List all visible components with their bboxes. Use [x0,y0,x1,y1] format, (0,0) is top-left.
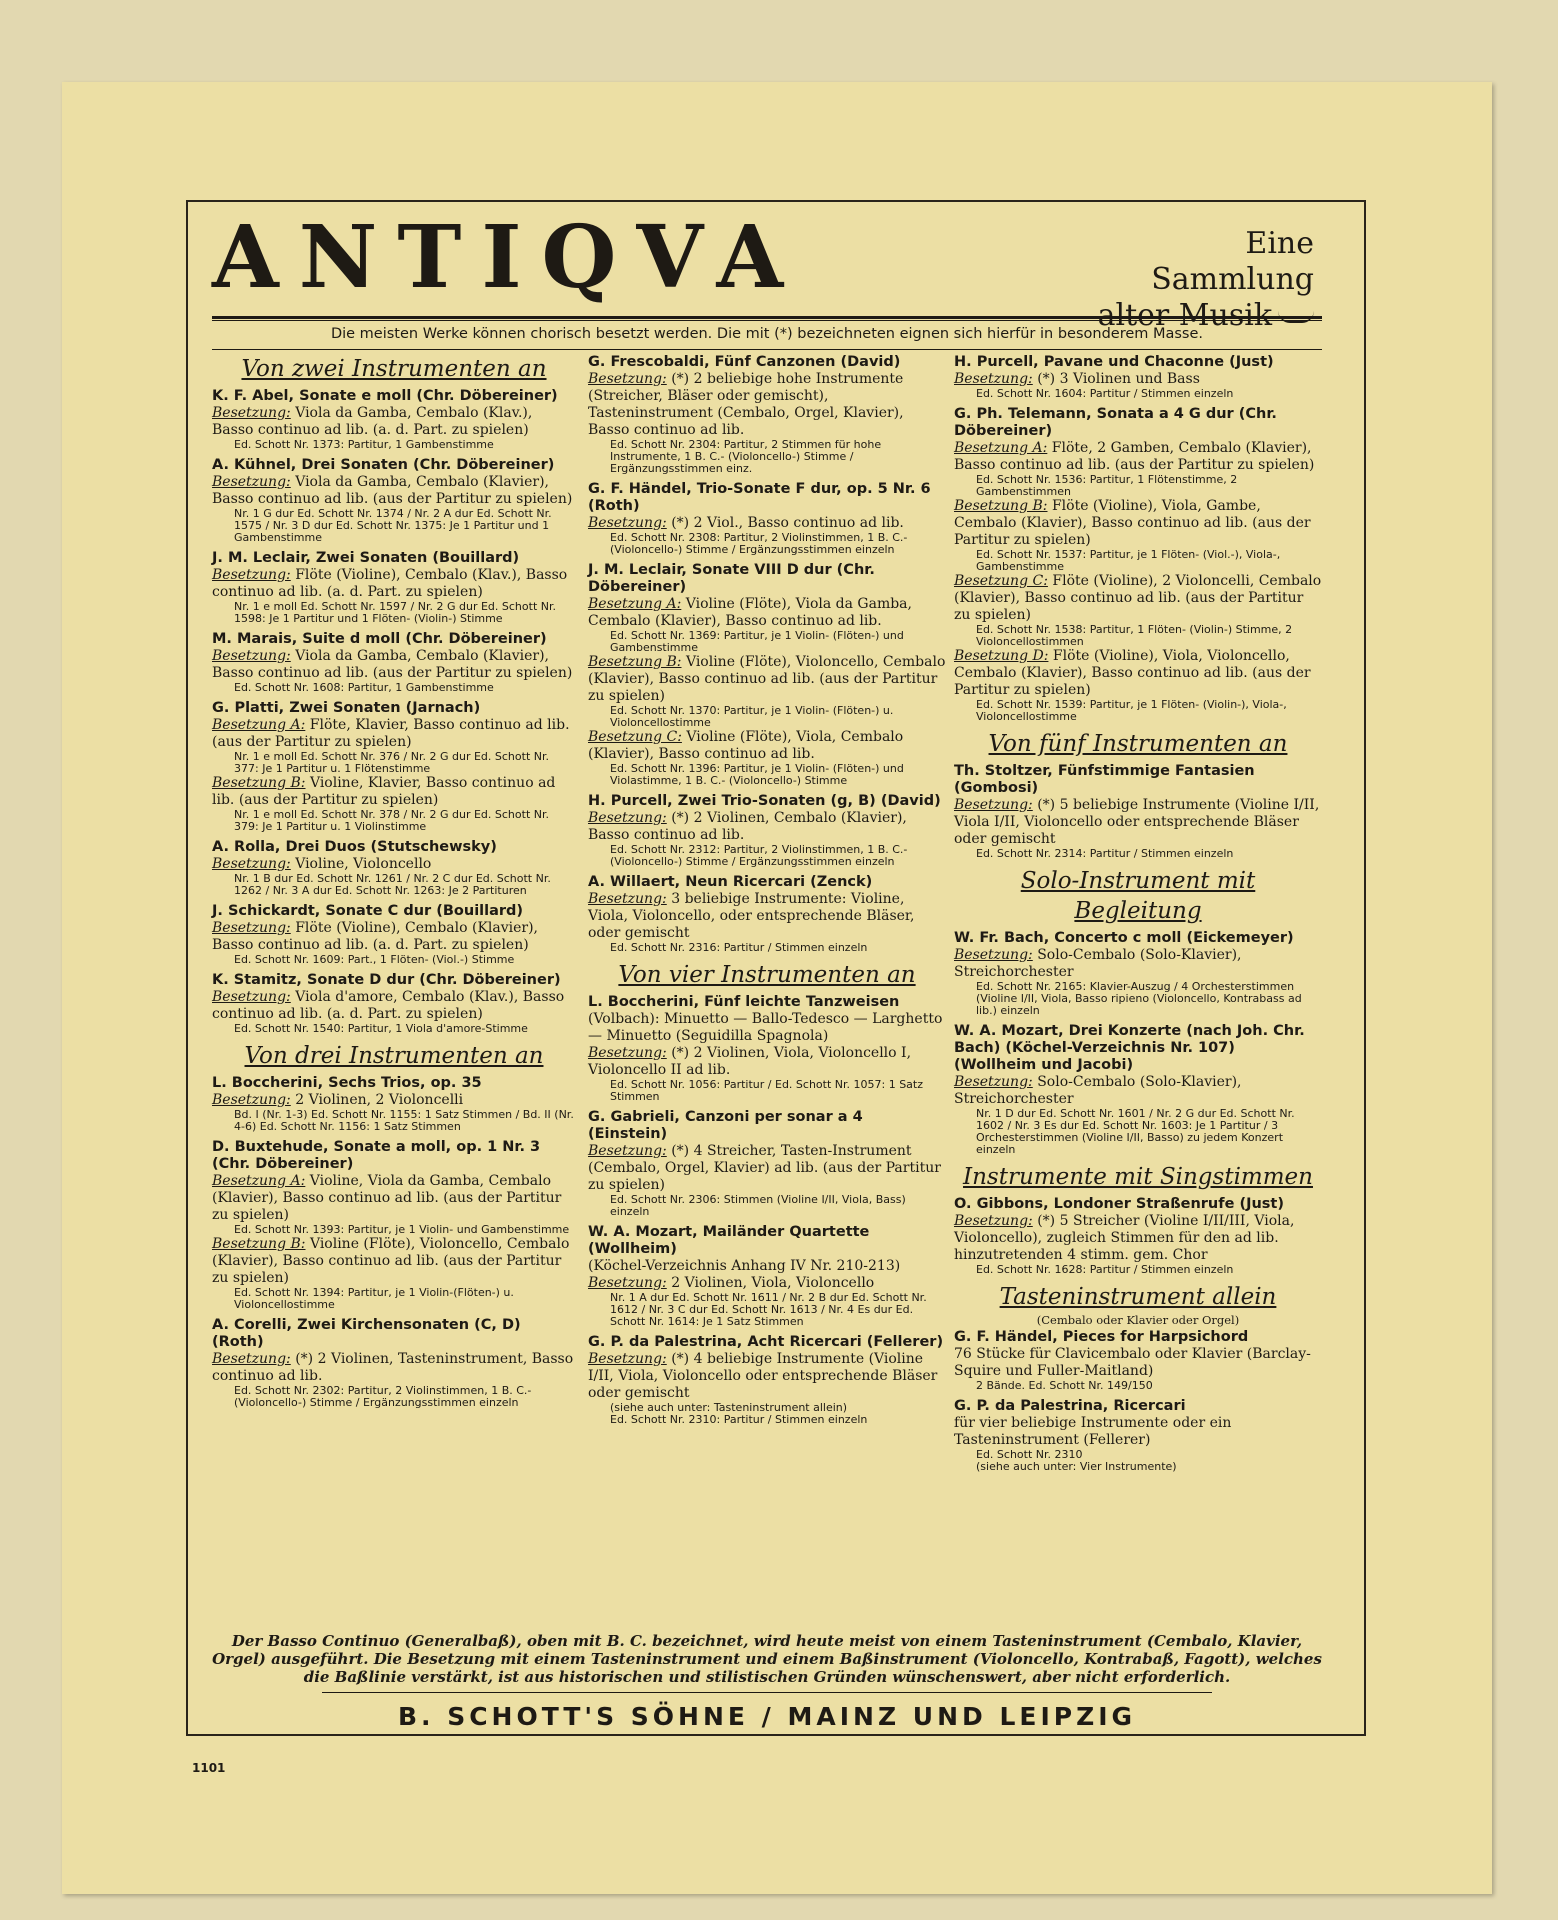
scoring-label: Besetzung: [588,1045,667,1061]
entry-scoring [954,573,1322,624]
cross-reference-note: (siehe auch unter: Tasteninstrument allein) [610,1401,848,1414]
section-title: Von fünf Instrumenten an [988,731,1288,757]
entry-description: (Köchel-Verzeichnis Anhang IV Nr. 210-213) [588,1258,901,1274]
entry-scoring [212,1236,576,1287]
scoring-text: Solo-Cembalo (Solo-Klavier), Streichorchester [954,947,1242,980]
entry-heading: A. Kühnel, Drei Sonaten (Chr. Döbereiner) [212,457,555,473]
edition-info: Ed. Schott Nr. 1538: Partitur, 1 Flöten- (Violin-) Stimme, 2 Violoncellostimmen [976,623,1293,648]
entry-scoring [588,1143,946,1194]
scoring-label: Besetzung D: [954,648,1049,664]
catalog-entry [588,562,946,787]
scoring-text: Viola da Gamba, Cembalo (Klavier), Basso continuo ad lib. (aus der Partitur zu spielen) [212,474,573,507]
scoring-text: (*) 3 Violinen und Bass [1037,371,1200,387]
edition-info: Ed. Schott Nr. 2310: Partitur / Stimmen einzeln [610,1413,868,1426]
scoring-text: Flöte (Violine), 2 Violoncelli, Cembalo (Klavier), Basso continuo ad lib. (aus der Partitur zu spielen) [954,573,1322,623]
scoring-label: Besetzung: [212,1092,291,1108]
scoring-text: (*) 2 Violinen, Tasteninstrument, Basso continuo ad lib. [212,1351,574,1384]
edition-info: Ed. Schott Nr. 1539: Partitur, je 1 Flöten- (Violin-), Viola-, Violoncellostimme [976,698,1287,723]
catalog-entry [588,354,946,475]
catalog-entry [588,793,946,868]
edition-info: Nr. 1 A dur Ed. Schott Nr. 1611 / Nr. 2 B dur Ed. Schott Nr. 1612 / Nr. 3 C dur Ed. Schott Nr. 1613 / Nr. 4 Es dur Ed. Schott Nr. 1614: Je 1 Satz Stimmen [610,1291,927,1328]
section-subtitle: (Cembalo oder Klavier oder Orgel) [1036,1313,1240,1327]
catalog-entry [212,1075,576,1133]
entry-description: (Volbach): Minuetto — Ballo-Tedesco — Larghetto — Minuetto (Seguidilla Spagnola) [588,1011,943,1044]
entry-heading: W. A. Mozart, Drei Konzerte (nach Joh. Chr. Bach) (Köchel-Verzeichnis Nr. 107) (Wollheim und Jacobi) [954,1023,1305,1073]
scoring-text: 2 Violinen, Viola, Violoncello [671,1275,875,1291]
scoring-label: Besetzung A: [588,596,682,612]
entry-scoring [212,1173,576,1224]
entry-scoring [212,717,576,751]
entry-scoring [212,474,576,508]
section-heading [954,866,1322,926]
entry-scoring [588,729,946,763]
edition-info: Ed. Schott Nr. 2312: Partitur, 2 Violinstimmen, 1 B. C.- (Violoncello-) Stimme / Ergänzungsstimmen einzeln [610,843,908,868]
edition-info: Ed. Schott Nr. 1394: Partitur, je 1 Violin-(Flöten-) u. Violoncellostimme [234,1286,514,1311]
publisher-rule [322,1692,1212,1693]
page-number: 1101 [192,1761,226,1775]
entry-heading: G. P. da Palestrina, Ricercari [954,1398,1186,1414]
entry-heading: A. Rolla, Drei Duos (Stutschewsky) [212,839,497,855]
scoring-text: (*) 5 beliebige Instrumente (Violine I/II, Viola I/II, Violoncello oder entsprechende Bläser oder gemischt [954,797,1320,847]
entry-scoring [954,498,1322,549]
scoring-label: Besetzung B: [212,775,306,791]
entry-heading: G. P. da Palestrina, Acht Ricercari (Fellerer) [588,1334,944,1350]
entry-heading: H. Purcell, Pavane und Chaconne (Just) [954,354,1274,370]
scoring-text: (*) 2 Violinen, Cembalo (Klavier), Basso continuo ad lib. [588,810,907,843]
scoring-text: Violine (Flöte), Violoncello, Cembalo (Klavier), Basso continuo ad lib. (aus der Partitur zu spielen) [588,654,946,704]
scoring-label: Besetzung A: [954,440,1048,456]
entry-heading: A. Willaert, Neun Ricercari (Zenck) [588,874,873,890]
edition-info: Ed. Schott Nr. 1537: Partitur, je 1 Flöten- (Viol.-), Viola-, Gambenstimme [976,548,1281,573]
catalog-entry [212,903,576,966]
intro-text: Die meisten Werke können chorisch besetzt werden. Die mit (*) bezeichneten eignen sich hierfür in besonderem Masse. [330,326,1204,342]
catalog-entry [954,406,1322,723]
catalog-entry [588,1224,946,1328]
scoring-text: Violine, Klavier, Basso continuo ad lib. (aus der Partitur zu spielen) [212,775,556,808]
edition-info: Ed. Schott Nr. 2314: Partitur / Stimmen einzeln [976,847,1234,860]
entry-scoring [212,567,576,601]
catalog-entry [212,457,576,544]
section-title: Instrumente mit Singstimmen [963,1164,1313,1190]
entry-scoring [954,371,1322,388]
catalog-entry [588,994,946,1103]
intro-rule [212,349,1322,350]
section-heading [212,1041,576,1071]
scoring-label: Besetzung: [588,515,667,531]
catalog-entry [954,930,1322,1017]
entry-heading: G. Frescobaldi, Fünf Canzonen (David) [588,354,901,370]
edition-info: Ed. Schott Nr. 2310 [976,1448,1083,1461]
scoring-label: Besetzung: [954,947,1033,963]
section-title: Von zwei Instrumenten an [241,356,547,382]
scoring-label: Besetzung: [212,856,291,872]
scoring-text: (*) 2 Viol., Basso continuo ad lib. [671,515,904,531]
entry-scoring [954,1074,1322,1108]
subtitle-line-1: Eine Sammlung [1151,226,1314,297]
entry-scoring [212,1351,576,1385]
catalog-entry [954,1329,1322,1392]
scoring-label: Besetzung: [588,371,667,387]
scoring-text: Violine, Violoncello [295,856,432,872]
entry-heading: L. Boccherini, Sechs Trios, op. 35 [212,1075,482,1091]
entry-heading: J. M. Leclair, Zwei Sonaten (Bouillard) [212,550,520,566]
publisher-line: B. SCHOTT'S SÖHNE / MAINZ UND LEIPZIG [397,1702,1137,1731]
scoring-label: Besetzung A: [212,1173,306,1189]
scoring-text: Viola da Gamba, Cembalo (Klavier), Basso continuo ad lib. (aus der Partitur zu spielen) [212,648,573,681]
scoring-label: Besetzung: [212,920,291,936]
scoring-text: Violine (Flöte), Violoncello, Cembalo (Klavier), Basso continuo ad lib. (aus der Partitur zu spielen) [212,1236,570,1286]
entry-scoring [212,989,576,1023]
section-heading [588,960,946,990]
edition-info: Ed. Schott Nr. 2304: Partitur, 2 Stimmen für hohe Instrumente, 1 B. C.- (Violoncello-) Stimme / Ergänzungsstimmen einz. [610,438,882,475]
scoring-label: Besetzung: [588,891,667,907]
entry-scoring [588,891,946,942]
edition-info: Ed. Schott Nr. 1373: Partitur, 1 Gambenstimme [234,438,494,451]
scoring-label: Besetzung: [954,1213,1033,1229]
entry-scoring [212,775,576,809]
edition-info: Ed. Schott Nr. 1536: Partitur, 1 Flötenstimme, 2 Gambenstimmen [976,473,1238,498]
catalog-entry [212,1317,576,1409]
edition-info: Ed. Schott Nr. 1396: Partitur, je 1 Violin- (Flöten-) und Violastimme, 1 B. C.- (Violoncello-) Stimme [610,762,904,787]
catalog-entry [212,839,576,897]
entry-description: 76 Stücke für Clavicembalo oder Klavier (Barclay-Squire und Fuller-Maitland) [954,1346,1311,1379]
entry-heading: H. Purcell, Zwei Trio-Sonaten (g, B) (David) [588,793,941,809]
catalog-entry [954,1023,1322,1156]
edition-info: Ed. Schott Nr. 1628: Partitur / Stimmen einzeln [976,1263,1234,1276]
entry-scoring [954,947,1322,981]
catalog-entry [588,1334,946,1426]
edition-info: Ed. Schott Nr. 2306: Stimmen (Violine I/II, Viola, Bass) einzeln [610,1193,906,1218]
entry-heading: D. Buxtehude, Sonate a moll, op. 1 Nr. 3 (Chr. Döbereiner) [212,1139,541,1172]
scoring-label: Besetzung B: [212,1236,306,1252]
edition-info: Nr. 1 e moll Ed. Schott Nr. 1597 / Nr. 2 G dur Ed. Schott Nr. 1598: Je 1 Partitur und 1 Flöten- (Violin-) Stimme [234,600,556,625]
entry-heading: W. A. Mozart, Mailänder Quartette (Wollheim) [588,1224,870,1257]
entry-scoring [588,371,946,439]
catalog-entry [212,1139,576,1311]
section-heading [954,1162,1322,1192]
catalog-entry [212,388,576,451]
entry-heading: M. Marais, Suite d moll (Chr. Döbereiner) [212,631,547,647]
subtitle-line-2: alter Musik [1097,298,1272,333]
scoring-label: Besetzung: [954,797,1033,813]
scoring-text: Flöte (Violine), Viola, Violoncello, Cembalo (Klavier), Basso continuo ad lib. (aus der Partitur zu spielen) [954,648,1311,698]
entry-scoring [212,1092,576,1109]
section-title: Von drei Instrumenten an [244,1043,544,1069]
catalog-entry [212,631,576,694]
entry-scoring [588,1351,946,1402]
scoring-text: Violine (Flöte), Viola da Gamba, Cembalo (Klavier), Basso continuo ad lib. [588,596,912,629]
scoring-label: Besetzung: [212,474,291,490]
section-title: Solo-Instrument mit Begleitung [1020,868,1256,924]
edition-info: Ed. Schott Nr. 2316: Partitur / Stimmen einzeln [610,941,868,954]
scoring-text: 3 beliebige Instrumente: Violine, Viola, Violoncello, oder entsprechende Bläser, oder gemischt [588,891,915,941]
column-3 [954,354,1322,1479]
edition-info: Ed. Schott Nr. 1393: Partitur, je 1 Violin- und Gambenstimme [234,1223,570,1236]
edition-info: Ed. Schott Nr. 1369: Partitur, je 1 Violin- (Flöten-) und Gambenstimme [610,629,904,654]
entry-scoring [588,515,946,532]
edition-info: Ed. Schott Nr. 2308: Partitur, 2 Violinstimmen, 1 B. C.- (Violoncello-) Stimme / Ergänzungsstimmen einzeln [610,531,908,556]
catalog-entry [954,763,1322,860]
catalog-entry [588,1109,946,1218]
scoring-text: Viola da Gamba, Cembalo (Klav.), Basso continuo ad lib. (a. d. Part. zu spielen) [212,405,533,438]
column-1 [212,354,576,1415]
catalog-entry [212,700,576,833]
scoring-label: Besetzung B: [954,498,1048,514]
catalog-entry [588,481,946,556]
edition-info: 2 Bände. Ed. Schott Nr. 149/150 [976,1379,1153,1392]
section-heading [954,729,1322,759]
scoring-label: Besetzung: [588,1275,667,1291]
basso-continuo-note: Der Basso Continuo (Generalbaß), oben mit B. C. bezeichnet, wird heute meist von einem Tasteninstrument (Cembalo, Klavier, Orgel) ausgeführt. Die Besetzung mit einem Tasteninstrument und einem Baßinstrument (Violoncello, Kontrabaß, Fagott), welches die Baßlinie verstärkt, ist aus historischen und stilistischen Gründen wünschenswert, aber nicht erforderlich. [212,1632,1322,1686]
catalog-entry [954,1196,1322,1276]
scoring-label: Besetzung: [212,567,291,583]
entry-heading: K. Stamitz, Sonate D dur (Chr. Döbereiner) [212,972,561,988]
entry-scoring [588,596,946,630]
scoring-text: Violine (Flöte), Viola, Cembalo (Klavier), Basso continuo ad lib. [588,729,904,762]
series-title: ANTIQVA [212,207,804,308]
catalog-entry [954,1398,1322,1473]
entry-scoring [954,1213,1322,1264]
scoring-text: (*) 5 Streicher (Violine I/II/III, Viola, Violoncello), zugleich Stimmen für den ad lib. hinzutretenden 4 stimm. gem. Chor [954,1213,1295,1263]
entry-heading: G. F. Händel, Pieces for Harpsichord [954,1329,1249,1345]
edition-info: Ed. Schott Nr. 1608: Partitur, 1 Gambenstimme [234,681,494,694]
scoring-text: (*) 4 Streicher, Tasten-Instrument (Cembalo, Orgel, Klavier) ad lib. (aus der Partitur zu spielen) [588,1143,941,1193]
section-title: Von vier Instrumenten an [618,962,916,988]
scoring-text: Flöte, 2 Gamben, Cembalo (Klavier), Basso continuo ad lib. (aus der Partitur zu spielen) [954,440,1315,473]
scoring-text: (*) 2 beliebige hohe Instrumente (Streicher, Bläser oder gemischt), Tasteninstrument (Cembalo, Orgel, Klavier), Basso continuo ad lib. [588,371,904,438]
scoring-text: Violine, Viola da Gamba, Cembalo (Klavier), Basso continuo ad lib. (aus der Partitur zu spielen) [212,1173,562,1223]
section-heading [212,354,576,384]
scoring-label: Besetzung: [212,405,291,421]
section-title: Tasteninstrument allein [999,1284,1277,1310]
entry-heading: W. Fr. Bach, Concerto c moll (Eickemeyer) [954,930,1294,946]
entry-scoring [954,797,1322,848]
catalog-entry [212,972,576,1035]
entry-scoring [212,920,576,954]
scoring-text: 2 Violinen, 2 Violoncelli [295,1092,464,1108]
scoring-text: Solo-Cembalo (Solo-Klavier), Streichorchester [954,1074,1242,1107]
scoring-text: Flöte (Violine), Cembalo (Klav.), Basso continuo ad lib. (a. d. Part. zu spielen) [212,567,568,600]
scoring-label: Besetzung: [212,989,291,1005]
entry-scoring [212,856,576,873]
entry-scoring [212,405,576,439]
entry-heading: L. Boccherini, Fünf leichte Tanzweisen [588,994,900,1010]
catalog-entry [954,354,1322,400]
catalog-entry [212,550,576,625]
entry-heading: J. Schickardt, Sonate C dur (Bouillard) [212,903,524,919]
entry-heading: O. Gibbons, Londoner Straßenrufe (Just) [954,1196,1284,1212]
edition-info: Nr. 1 G dur Ed. Schott Nr. 1374 / Nr. 2 A dur Ed. Schott Nr. 1575 / Nr. 3 D dur Ed. Schott Nr. 1375: Je 1 Partitur und 1 Gambenstimme [234,507,552,544]
edition-info: Nr. 1 e moll Ed. Schott Nr. 378 / Nr. 2 G dur Ed. Schott Nr. 379: Je 1 Partitur u. 1 Violinstimme [234,808,549,833]
edition-info: Nr. 1 B dur Ed. Schott Nr. 1261 / Nr. 2 C dur Ed. Schott Nr. 1262 / Nr. 3 A dur Ed. Schott Nr. 1263: Je 2 Partituren [234,872,551,897]
scoring-text: Flöte, Klavier, Basso continuo ad lib. (aus der Partitur zu spielen) [212,717,570,750]
edition-info: Ed. Schott Nr. 1370: Partitur, je 1 Violin- (Flöten-) u. Violoncellostimme [610,704,894,729]
scoring-label: Besetzung: [588,1351,667,1367]
entry-heading: Th. Stoltzer, Fünfstimmige Fantasien (Gombosi) [954,763,1255,796]
edition-info: Nr. 1 e moll Ed. Schott Nr. 376 / Nr. 2 G dur Ed. Schott Nr. 377: Je 1 Partitur u. 1 Flötenstimme [234,750,549,775]
edition-info: Ed. Schott Nr. 2165: Klavier-Auszug / 4 Orchesterstimmen (Violine I/II, Viola, Basso ripieno (Violoncello, Kontrabass ad lib.) einzeln [976,980,1302,1017]
entry-heading: G. Platti, Zwei Sonaten (Jarnach) [212,700,481,716]
entry-heading: A. Corelli, Zwei Kirchensonaten (C, D) (Roth) [212,1317,521,1350]
column-2 [588,354,946,1432]
section-heading [954,1282,1322,1312]
scoring-label: Besetzung: [212,648,291,664]
entry-heading: G. Gabrieli, Canzoni per sonar a 4 (Einstein) [588,1109,863,1142]
scoring-text: (*) 2 Violinen, Viola, Violoncello I, Violoncello II ad lib. [588,1045,912,1078]
edition-info: Ed. Schott Nr. 1609: Part., 1 Flöten- (Viol.-) Stimme [234,953,515,966]
scoring-label: Besetzung: [212,1351,291,1367]
scoring-text: (*) 4 beliebige Instrumente (Violine I/II, Viola, Violoncello oder entsprechende Bläser oder gemischt [588,1351,938,1401]
edition-info: Ed. Schott Nr. 2302: Partitur, 2 Violinstimmen, 1 B. C.- (Violoncello-) Stimme / Ergänzungsstimmen einzeln [234,1384,532,1409]
edition-info: Ed. Schott Nr. 1540: Partitur, 1 Viola d'amore-Stimme [234,1022,528,1035]
edition-info: Ed. Schott Nr. 1604: Partitur / Stimmen einzeln [976,387,1234,400]
entry-scoring [588,654,946,705]
edition-info: Bd. I (Nr. 1-3) Ed. Schott Nr. 1155: 1 Satz Stimmen / Bd. II (Nr. 4-6) Ed. Schott Nr. 1156: 1 Satz Stimmen [234,1108,574,1133]
scoring-label: Besetzung: [588,1143,667,1159]
edition-info: Ed. Schott Nr. 1056: Partitur / Ed. Schott Nr. 1057: 1 Satz Stimmen [610,1078,924,1103]
entry-scoring [212,648,576,682]
entry-heading: G. Ph. Telemann, Sonata a 4 G dur (Chr. Döbereiner) [954,406,1277,439]
entry-heading: J. M. Leclair, Sonate VIII D dur (Chr. Döbereiner) [588,562,875,595]
scoring-label: Besetzung C: [954,573,1048,589]
entry-scoring [954,440,1322,474]
entry-heading: G. F. Händel, Trio-Sonate F dur, op. 5 Nr. 6 (Roth) [588,481,931,514]
title-rule-thin [212,320,1322,321]
title-rule [212,316,1322,319]
scoring-label: Besetzung: [954,371,1033,387]
entry-description: für vier beliebige Instrumente oder ein Tasteninstrument (Fellerer) [954,1415,1232,1448]
edition-info: Nr. 1 D dur Ed. Schott Nr. 1601 / Nr. 2 G dur Ed. Schott Nr. 1602 / Nr. 3 Es dur Ed. Schott Nr. 1603: Je 1 Partitur / 3 Orchesterstimmen (Violine I/II, Basso) zu jedem Konzert einzeln [976,1107,1295,1156]
catalog-entry [588,874,946,954]
entry-scoring [588,1275,946,1292]
entry-scoring [588,810,946,844]
scoring-label: Besetzung: [588,810,667,826]
cross-reference-note: (siehe auch unter: Vier Instrumente) [976,1460,1177,1473]
scoring-label: Besetzung C: [588,729,682,745]
entry-heading: K. F. Abel, Sonate e moll (Chr. Döbereiner) [212,388,558,404]
scoring-text: Flöte (Violine), Viola, Gambe, Cembalo (Klavier), Basso continuo ad lib. (aus der Partitur zu spielen) [954,498,1311,548]
entry-scoring [954,648,1322,699]
scoring-text: Viola d'amore, Cembalo (Klav.), Basso continuo ad lib. (a. d. Part. zu spielen) [212,989,565,1022]
entry-scoring [588,1045,946,1079]
scoring-label: Besetzung B: [588,654,682,670]
scoring-label: Besetzung: [954,1074,1033,1090]
scoring-text: Flöte (Violine), Cembalo (Klavier), Basso continuo ad lib. (a. d. Part. zu spielen) [212,920,539,953]
scoring-label: Besetzung A: [212,717,306,733]
